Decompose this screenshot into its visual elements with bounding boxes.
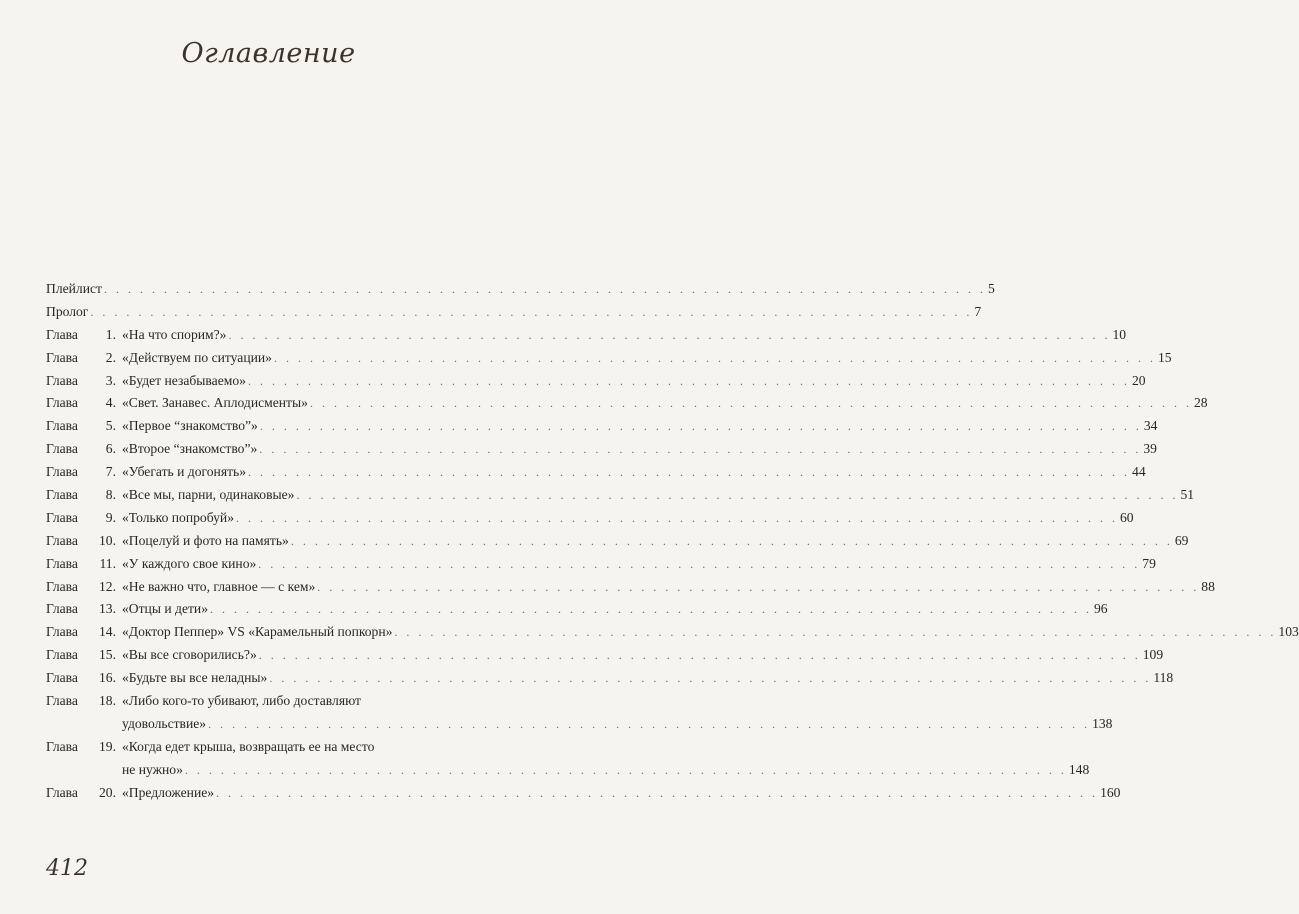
toc-entry (46, 530, 1189, 553)
toc-entry (46, 392, 1208, 415)
page-number: 34 (1143, 418, 1158, 434)
chapter-label: Глава 12. (46, 578, 116, 594)
chapter-label: Глава 18. (46, 693, 116, 709)
toc-entry (46, 278, 995, 301)
dot-leader (274, 347, 1156, 370)
page-number: 69 (1174, 532, 1189, 548)
toc-entry (46, 324, 1127, 347)
dot-leader (208, 713, 1090, 736)
chapter-label: Глава 6. (46, 441, 116, 457)
entry-title: «На что спорим?» (122, 326, 227, 342)
dot-leader (90, 301, 972, 324)
page-number: 28 (1193, 395, 1208, 411)
page-number: 148 (1068, 761, 1090, 777)
page-number: 15 (1157, 349, 1172, 365)
page-number: 118 (1153, 670, 1174, 686)
dot-leader (185, 759, 1067, 782)
toc-entry (46, 370, 1146, 393)
entry-title: Пролог (46, 303, 89, 319)
entry-title: «Только попробуй» (122, 509, 234, 525)
page-number: 20 (1131, 372, 1146, 388)
toc-entry (46, 438, 1157, 461)
page-number: 160 (1100, 784, 1121, 800)
dot-leader (228, 324, 1110, 347)
toc-entry (46, 598, 1108, 621)
toc-entry (46, 667, 1174, 690)
toc-entry (46, 484, 1195, 507)
toc-entry (46, 576, 1215, 599)
chapter-label: Глава 11. (46, 555, 116, 571)
page-number: 10 (1112, 326, 1127, 342)
entry-title: «Отцы и дети» (122, 601, 208, 617)
chapter-label: Глава 7. (46, 464, 116, 480)
dot-leader (394, 621, 1276, 644)
chapter-label: Глава 16. (46, 670, 116, 686)
entry-title-line1: «Когда едет крыша, возвращать ее на место (122, 738, 375, 754)
toc-entry (46, 347, 1172, 370)
dot-leader (104, 278, 986, 301)
toc-entry (46, 461, 1146, 484)
toc-entry (46, 690, 502, 713)
toc-entry-continuation (46, 759, 1090, 782)
entry-title: «Второе “знакомство”» (122, 441, 258, 457)
dot-leader (216, 782, 1098, 805)
entry-title: «Доктор Пеппер» VS «Карамельный попкорн» (122, 624, 393, 640)
chapter-label: Глава 2. (46, 349, 116, 365)
dot-leader (248, 370, 1130, 393)
page-number: 39 (1143, 441, 1157, 457)
chapter-label: Глава 8. (46, 487, 116, 503)
entry-title-line2: удовольствие» (122, 715, 207, 731)
toc-entry-continuation (46, 713, 1113, 736)
table-of-contents (46, 278, 1299, 804)
chapter-label: Глава 3. (46, 372, 116, 388)
entry-title: «Свет. Занавес. Аплодисменты» (122, 395, 308, 411)
entry-title: «Убегать и догонять» (122, 464, 247, 480)
chapter-label: Глава 1. (46, 326, 116, 342)
page-number: 7 (974, 303, 982, 319)
page-number: 60 (1120, 509, 1134, 525)
dot-leader (291, 530, 1173, 553)
page-number: 96 (1094, 601, 1108, 617)
page-number: 5 (987, 281, 995, 296)
page-number: 138 (1092, 715, 1113, 731)
page-number: 51 (1180, 487, 1195, 503)
page-number: 109 (1142, 647, 1164, 663)
entry-title: «Предложение» (122, 784, 215, 800)
entry-title: «Первое “знакомство”» (122, 418, 258, 434)
toc-entry (46, 553, 1156, 576)
entry-title: «У каждого свое кино» (122, 555, 257, 571)
chapter-label: Глава 10. (46, 532, 116, 548)
entry-title: «Будьте вы все неладны» (122, 670, 268, 686)
entry-title: Плейлист (46, 281, 102, 296)
dot-leader (317, 576, 1199, 599)
toc-entry (46, 507, 1134, 530)
toc-entry (46, 644, 1164, 667)
dot-leader (310, 392, 1192, 415)
dot-leader (210, 598, 1092, 621)
dot-leader (296, 484, 1178, 507)
entry-title: «Будет незабываемо» (122, 372, 246, 388)
dot-leader (258, 553, 1140, 576)
toc-entry (46, 621, 1299, 644)
page-folio: 412 (46, 856, 88, 881)
chapter-label: Глава 20. (46, 784, 116, 800)
entry-title-line1: «Либо кого-то убивают, либо доставляют (122, 693, 361, 709)
chapter-label: Глава 19. (46, 738, 116, 754)
toc-entry (46, 736, 502, 759)
dot-leader (259, 438, 1141, 461)
toc-entry (46, 782, 1121, 805)
entry-title: «Все мы, парни, одинаковые» (122, 487, 295, 503)
page-number: 88 (1201, 578, 1215, 594)
dot-leader (269, 667, 1151, 690)
entry-title: «Поцелуй и фото на память» (122, 532, 289, 548)
chapter-label: Глава 15. (46, 647, 116, 663)
chapter-label: Глава 9. (46, 509, 116, 525)
page-number: 44 (1132, 464, 1146, 480)
chapter-label: Глава 4. (46, 395, 116, 411)
chapter-label: Глава 14. (46, 624, 116, 640)
dot-leader (260, 415, 1142, 438)
toc-entry (46, 415, 1158, 438)
entry-title: «Действуем по ситуации» (122, 349, 272, 365)
chapter-label: Глава 5. (46, 418, 116, 434)
dot-leader (248, 461, 1130, 484)
entry-title-line2: не нужно» (122, 761, 183, 777)
page-number: 103 (1278, 624, 1299, 640)
page-title: Оглавление (181, 38, 356, 69)
chapter-label: Глава 13. (46, 601, 116, 617)
page-number: 79 (1142, 555, 1156, 571)
dot-leader (236, 507, 1118, 530)
dot-leader (259, 644, 1141, 667)
entry-title: «Вы все сговорились?» (122, 647, 257, 663)
toc-entry (46, 301, 982, 324)
entry-title: «Не важно что, главное — с кем» (122, 578, 316, 594)
